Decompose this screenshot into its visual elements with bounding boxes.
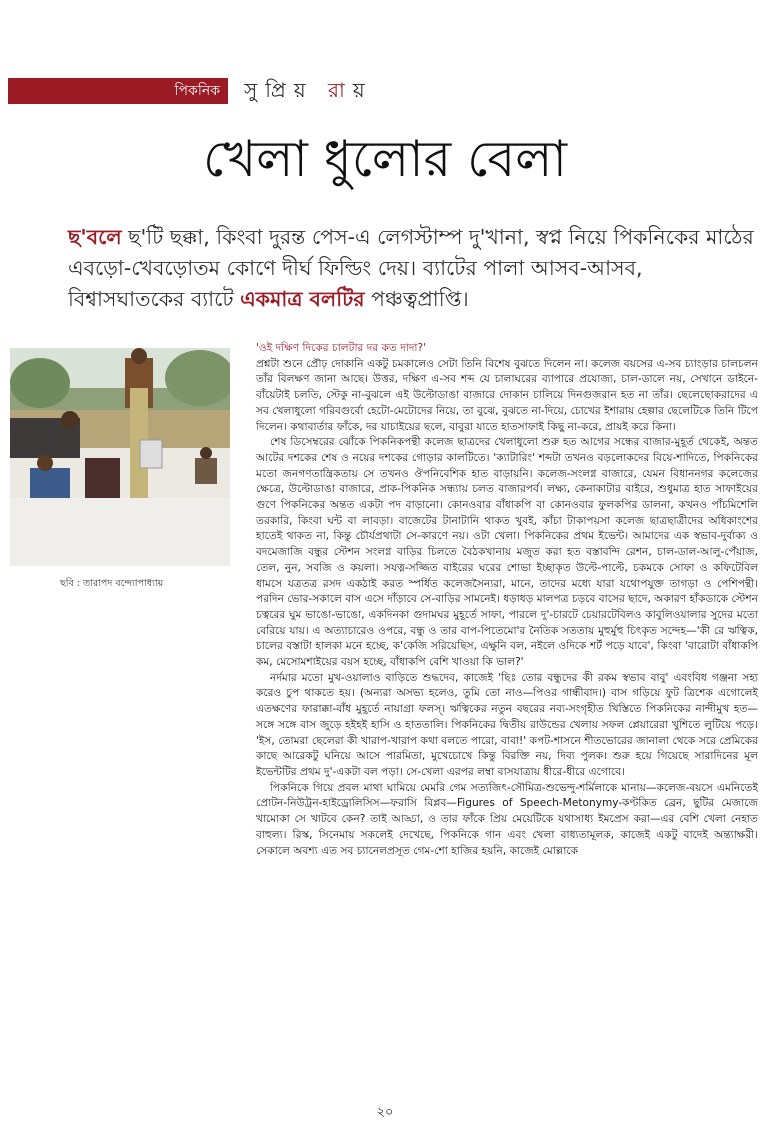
picnic-photo [10, 348, 230, 566]
picnic-photo-illustration [10, 348, 230, 566]
photo-caption: ছবি : তারাপদ বন্দ্যোপাধ্যায় [60, 578, 164, 589]
author-name [244, 76, 373, 109]
author-name-part3: য় [352, 78, 373, 102]
article-title: খেলা ধুলোর বেলা [203, 130, 567, 188]
author-name-part1: সুপ্রিয় [244, 78, 329, 102]
lead-paragraph [68, 222, 758, 315]
section-label: পিকনিক [174, 83, 220, 99]
section-label-bar [8, 78, 228, 104]
body-paragraph-4: পিকনিকে গিয়ে প্রবল মাথা ঘামিয়ে মেমরি গেম সত্যজিৎ-সৌমিত্র-শুভেন্দু-শর্মিলাকে মানায়—কলেজ-বয়সে এমনিতেই প্রোটন-নিউট্রন-হাইড্রোলিসিস—ফরাসি বিপ্লব—Figures of Speech-Metonymy-কণ্টকিত ব্রেন, ছুটির মেজাজে খামোকা সে খাটবে কেন? তাই আড্ডা, ও তার ফাঁকে প্রিয় মেয়েটিকে যথাসাধ্য ইমপ্রেস করা—এর বেশি খেলা নেহাত বাহুল্য। রিস্ক, সিনেমায় সকলেই দেখেছে, পিকনিকে গান এবং খেলা বাধ্যতামূলক, কাজেই একটু বাদেই অন্ত্যাক্ষরী। সেকালে অবশ্য এত সব চ্যানেলপ্রসূত গেম-শো হাজির হয়নি, কাজেই মোল্লাকে [256, 781, 758, 857]
body-quote-head: 'ওই দক্ষিণ দিকের চালটার দর কত দাদা?' [256, 342, 427, 354]
body-paragraph-3: নর্দমার মতো মুখ-ওয়ালাও বাড়িতে শুদ্ধদেব, কাজেই 'ছিঃ তোর বন্ধুদের কী রকম স্বভাব বাবু' এবংবিধ গঞ্জনা সহ্য করেও চুপ থাকতে হয়। (অন্যরা অসভ্য হলেও, তুমি তো নাও—পিওর গান্ধীবাদ।) বাস গড়িয়ে ফুট ত্রিশেক এগোলেই এতক্ষণের ফারাক্কা-বাঁধ মুহূর্তে নায়াগ্রা ফলস্‌। ঋত্বিকের নতুন বছরের নব্য-সংগৃহীত খিস্তিতে পিকনিকের নান্দীমুখ হত—সঙ্গে সঙ্গে বাস জুড়ে হইহই হাসি ও হাততালি। পিকনিকের দ্বিতীয় রাউন্ডের খেলায় সফল প্লেয়ারেরা খুশিতে লুটিয়ে পড়ে। 'ইস, তোমরা ছেলেরা কী খারাপ-খারাপ কথা বলতে পারো, বাবা!' কপট-শাসনে শীতভোরের জানালা থেকে সরে প্রেমিকের কাছে আরেকটু ঘনিয়ে আসে পারমিতা, মুখেচোখে কিন্তু বিরক্তি নয়, দিব্য পুলক। শুরু হয়ে গিয়েছে সারাদিনের মূল ইভেন্টটির প্রথম দু'-একটা বল পড়া। সে-খেলা এরপর লম্বা বাসযাত্রায় ধীরে-ধীরে এগোবে। [256, 671, 758, 778]
lead-text-2: পঞ্চত্বপ্রাপ্তি। [364, 287, 469, 311]
body-paragraph-1: প্রশ্নটা শুনে প্রৌঢ় দোকানি একটু চমকালেও সেটা তিনি বিশেষ বুঝতে দিলেন না। কলেজ বয়সের এ-সব চ্যাংড়ার চালচলন তাঁর বিলক্ষণ জানা আছে। উত্তর, দক্ষিণ এ-সব শব্দ যে চালাঘরের ব্যাপারে প্রযোজ্য, চাল-ডালে নয়, সেখানে ডাইনে-বাঁয়েটাই চলতি, স্টেকু না-বুঝলে এই উল্টোডাঙা বাজারে দোকান চালিয়ে দিনগুজরান হত না তাঁর। ছেলেছোকরাদের এ সব খেলাধুলো গরিবগুর্বো হেটো-মেটোদের নিয়ে, তা বুঝে, বুঝতে না-দিয়ে, চোখের ইশারায় হেল্পার ছেলেটিকে তিনি টিপে দিলেন। কথাবার্তার ফাঁকে, দর যাচাইয়ের ছলে, বাবুরা যাতে হাতসাফাই কিছু না-করে, প্রায়ই করে কিনা। [256, 357, 758, 433]
page-number: ২০ [376, 1105, 394, 1120]
body-paragraph-2: শেষ ডিসেম্বরের ঝোঁকে পিকনিকপন্থী কলেজ ছাত্রদের খেলাধুলো শুরু হত আগের সন্ধের বাজার-মুহূর্ত থেকেই, অন্তত আটের দশকের শেষ ও নয়ের দশকের গোড়ার কালটিতে। 'ক্যাটারিং' শব্দটা তখনও বড়লোকদের বিয়ে-শাদিতে, পিকনিকের মতো জনগণতান্ত্রিকতায় সে তখনও ঔপনিবেশিক হাত বাড়ায়নি। কলেজ-সংলগ্ন বাজারে, যেমন বিধাননগর কলেজের ক্ষেত্রে, উল্টোডাঙা বাজারে, প্রাক-পিকনিক সন্ধ্যায় চলত বাজারপর্ব। লক্ষ্য, কেনাকাটার বাইরে, শুধুমাত্র হাত সাফাইয়ের গুণে পিকনিকের অন্তত একটা পদ বাড়ানো। কোনওবার বাঁধাকপি বা কোনওবার ফুলকপির ডালনা, কখনও পাঁচমিশেলি তরকারি, কিংবা ঘন্ট বা লাবড়া। বাজেটের টানাটানি থাকত খুবই, কাঁচা টাকাপয়সা কলেজ ছাত্রছাত্রীদের অধিকাংশের হাতেই থাকত না, কিন্তু চৌর্যপ্রথাটা সে-কারণে নয়। ওটা খেলা। পিকনিকের প্রথম ইভেন্ট। আমাদের এক স্বভাব-দুর্বাক্য ও বদমেজাজি বন্ধুর স্টেশন সংলগ্ন বাড়ির চিলতে বৈঠকখানায় মজুত করা হত বস্তাবন্দি রেশন, চাল-ডাল-আলু-পেঁয়াজ, তেল, নুন, সবজি ও কয়লা। সযত্ন-সজ্জিত বাইরের ঘরের শোভা ইচ্ছাকৃত উল্টে-পাল্টে, চকমকে সোফা ও কফিটেবিল ধামসে যত্রতত্র রসদ একঠাই করত স্পর্ধিত কলেজসৈন্যরা, মানে, তাদের মধ্যে যারা যথোপযুক্ত তাগড়া ও পেশিপন্থী। পরদিন ভোর-সকালে বাস এসে দাঁড়াবে সে-বাড়ির সামনেই। ধড়াধড় মালপত্র চড়বে বাসের ছাদে, অকারণ হাঁকডাকে স্টেশন চত্বরের ঘুম ভাঙো-ভাঙো, একদিনকা গুদামঘর মুহূর্তে সাফা, পারলে দু'-চারটে চেয়ারটেবিলও কাবুলিওয়ালার সুদের মতো বেরিয়ে যায়। এ অত্যাচারেও ওপরে, বন্ধু ও তার বাপ-পিতেমো'র নৈতিক সততায় মুহুর্মুহু চিৎকৃত সন্দেহ—'কী রে ঋত্বিক, চালের বস্তাটা হালকা মনে হচ্ছে, ক'কেজি সরিয়েছিস, এক্ষুনি বল, নইলে ওদিকে শর্ট পড়ে যাবে', কিংবা 'বারোটা বাঁধাকপি কম, মেসোমশাইয়ের বয়স হচ্ছে, বাঁধাকপি বেশি খাওয়া কি ভাল?' [256, 436, 758, 669]
lead-text-1: ছ'টি ছক্কা, কিংবা দুরন্ত পেস-এ লেগস্টাম্প দু'খানা, স্বপ্ন নিয়ে পিকনিকের মাঠের এবড়ো-খেবড়োতম কোণে দীর্ঘ ফিল্ডিং দেয়। ব্যাটের পালা আসব-আসব, বিশ্বাসঘাতকের ব্যাটে [68, 225, 754, 311]
lead-highlight-2: একমাত্র বলটির [240, 287, 365, 311]
author-name-part2: রা [328, 78, 353, 102]
article-body [256, 341, 758, 859]
lead-highlight-1: ছ'বলে [68, 225, 122, 249]
